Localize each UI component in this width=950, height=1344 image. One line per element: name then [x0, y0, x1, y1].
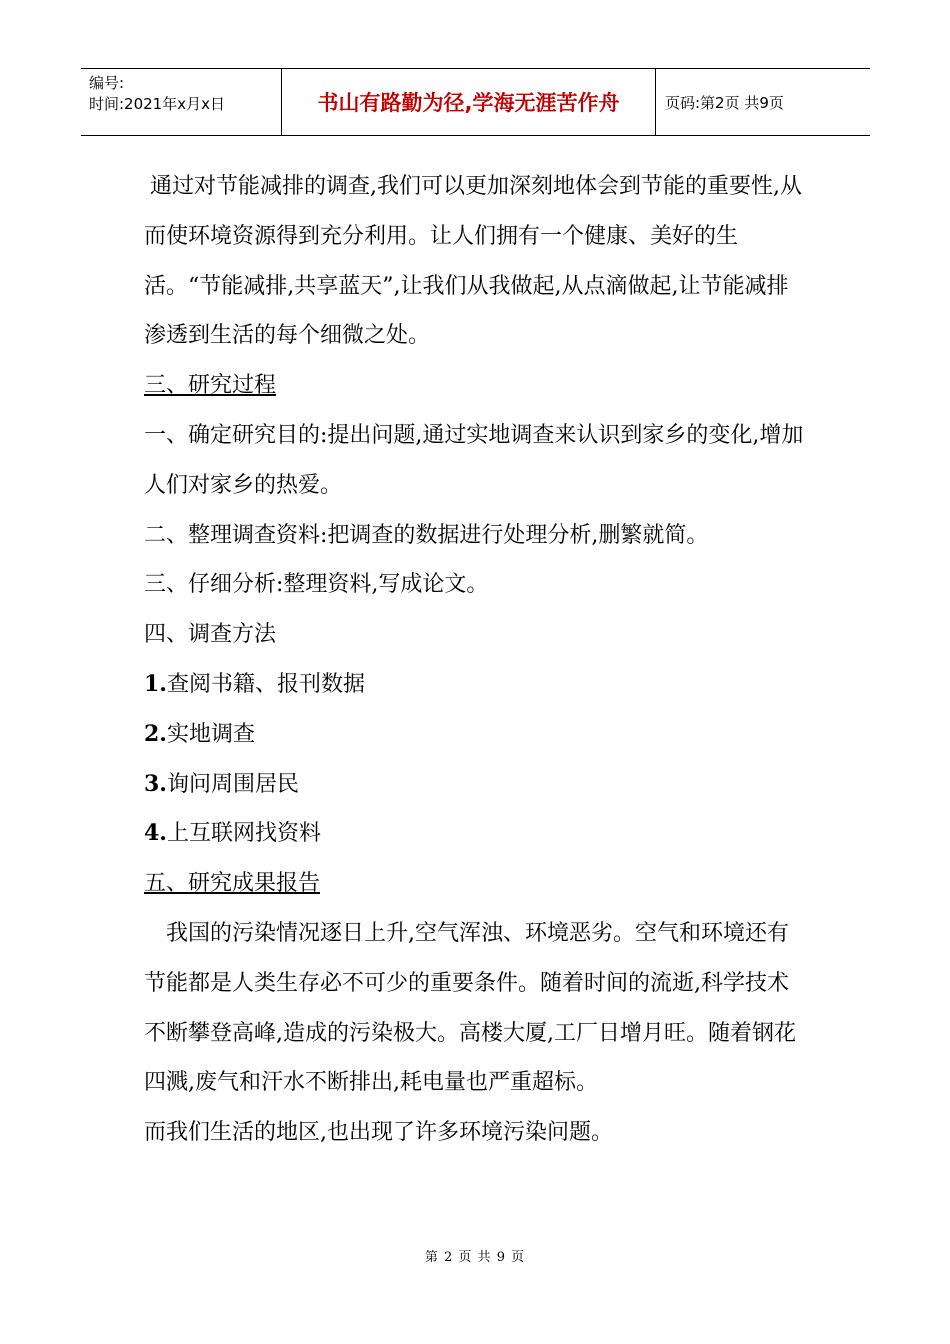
method-number: 2. — [144, 720, 167, 747]
step-analyze: 三、仔细分析:整理资料,写成论文。 — [144, 572, 489, 598]
method-number: 3. — [144, 770, 167, 797]
method-text: 上互联网找资料 — [166, 821, 321, 847]
heading-results: 五、研究成果报告 — [144, 871, 321, 897]
number-label: 编号: — [89, 74, 125, 92]
page-header — [81, 68, 870, 136]
method-item — [144, 760, 809, 810]
paragraph-pollution: 我国的污染情况逐日上升,空气浑浊、环境恶劣。空气和环境还有节能都是人类生存必不可少的重要条件。随着时间的流逝,科学技术不断攀登高峰,造成的污染极大。高楼大厦,工厂日增月旺。随着钢花四溅,废气和汗水不断排出,耗电量也严重超标。 — [144, 920, 796, 1096]
heading-research-process: 三、研究过程 — [144, 373, 277, 399]
method-text: 查阅书籍、报刊数据 — [166, 671, 365, 697]
header-page-label: 页码:第2页 共9页 — [665, 93, 784, 112]
method-item — [144, 710, 809, 760]
paragraph-conclusion: 通过对节能减排的调查,我们可以更加深刻地体会到节能的重要性,从而使环境资源得到充分利用。让人们拥有一个健康、美好的生活。“节能减排,共享蓝天”,让我们从我做起,从点滴做起,让节能减排渗透到生活的每个细微之处。 — [144, 174, 802, 349]
document-body — [144, 162, 809, 1158]
header-motto: 书山有路勤为径,学海无涯苦作舟 — [282, 69, 656, 135]
time-label: 时间:2021年x月x日 — [89, 95, 225, 113]
paragraph-local: 而我们生活的地区,也出现了许多环境污染问题。 — [144, 1120, 613, 1146]
page-footer: 第 2 页 共 9 页 — [424, 1250, 526, 1265]
header-meta — [81, 69, 282, 135]
method-number: 4. — [144, 820, 167, 847]
step-organize: 二、整理调查资料:把调查的数据进行处理分析,删繁就简。 — [144, 522, 709, 548]
method-number: 1. — [144, 670, 167, 697]
step-purpose: 一、确定研究目的:提出问题,通过实地调查来认识到家乡的变化,增加人们对家乡的热爱。 — [144, 422, 804, 498]
method-item — [144, 660, 809, 710]
heading-methods: 四、调查方法 — [144, 622, 277, 648]
method-item — [144, 809, 809, 859]
method-text: 询问周围居民 — [166, 771, 299, 797]
method-text: 实地调查 — [166, 721, 255, 747]
